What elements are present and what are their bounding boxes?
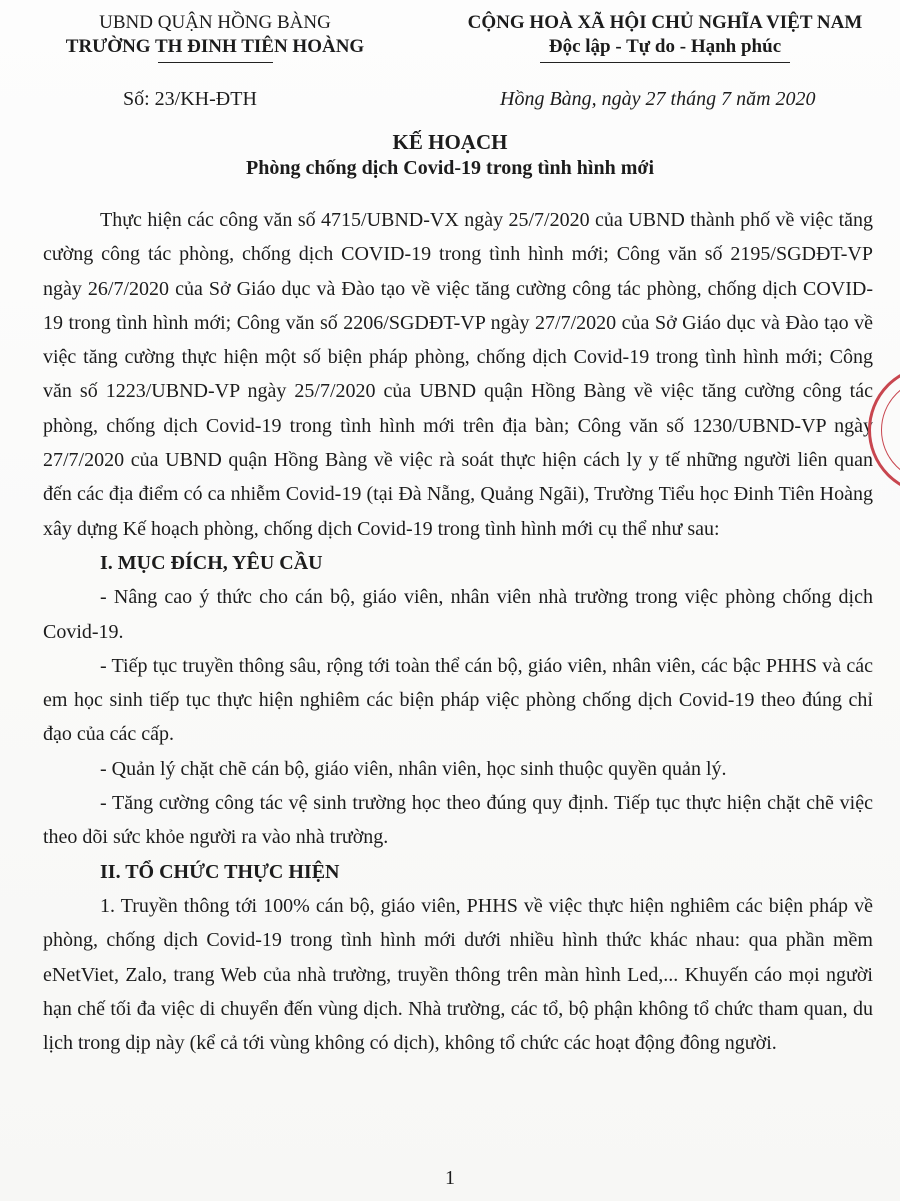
national-motto: Độc lập - Tự do - Hạnh phúc — [548, 36, 782, 57]
place-date: Hồng Bàng, ngày 27 tháng 7 năm 2020 — [500, 88, 816, 110]
section1-item: - Nâng cao ý thức cho cán bộ, giáo viên, nhân viên nhà trường trong việc phòng chống dịch Covid-19. — [43, 586, 873, 643]
section2-heading: II. TỔ CHỨC THỰC HIỆN — [100, 860, 340, 883]
motto-underline — [540, 62, 790, 63]
issuer-district: UBND QUẬN HỒNG BÀNG — [99, 12, 331, 33]
document-subtitle: Phòng chống dịch Covid-19 trong tình hình mới — [245, 157, 655, 179]
issuer-school: TRƯỜNG TH ĐINH TIÊN HOÀNG — [65, 36, 365, 57]
section1-item: - Tăng cường công tác vệ sinh trường học theo đúng quy định. Tiếp tục thực hiện chặt chẽ việc theo dõi sức khỏe người ra vào nhà trường. — [43, 792, 873, 849]
national-title: CỘNG HOÀ XÃ HỘI CHỦ NGHĨA VIỆT NAM — [467, 12, 863, 33]
document-title: KẾ HOẠCH — [392, 130, 508, 154]
section1-item: - Quản lý chặt chẽ cán bộ, giáo viên, nhân viên, học sinh thuộc quyền quản lý. — [100, 757, 727, 780]
issuer-underline — [158, 62, 273, 63]
national-header — [445, 11, 885, 59]
page-number: 1 — [445, 1167, 455, 1189]
seal-inner-ring — [881, 378, 900, 482]
section1-item: - Tiếp tục truyền thông sâu, rộng tới toàn thể cán bộ, giáo viên, nhân viên, các bậc PHHS và các em học sinh tiếp tục thực hiện nghiêm các biện pháp việc phòng chống dịch Covid-19 theo đúng chỉ đạo của các cấp. — [43, 654, 873, 746]
section2-item: 1. Truyền thông tới 100% cán bộ, giáo viên, PHHS về việc thực hiện nghiêm các biện pháp về phòng, chống dịch Covid-19 trong tình hình mới dưới nhiều hình thức khác nhau: qua phần mềm eNetViet, Zalo, trang Web của nhà trường, truyền thông trên màn hình Led,... Khuyến cáo mọi người hạn chế tối đa việc di chuyển đến vùng dịch. Nhà trường, các tổ, bộ phận không tổ chức tham quan, du lịch trong dịp này (kể cả tới vùng không có dịch), không tổ chức các hoạt động đông người. — [43, 894, 873, 1055]
section1-heading: I. MỤC ĐÍCH, YÊU CẦU — [100, 551, 323, 574]
intro-paragraph: Thực hiện các công văn số 4715/UBND-VX ngày 25/7/2020 của UBND thành phố về việc tăng cường công tác phòng, chống dịch COVID-19 trong tình hình mới; Công văn số 2195/SGDĐT-VP ngày 26/7/2020 của Sở Giáo dục và Đào tạo về việc tăng cường công tác phòng, chống dịch COVID-19 trong tình hình mới; Công văn số 2206/SGDĐT-VP ngày 27/7/2020 của Sở Giáo dục và Đào tạo về việc tăng cường thực hiện một số biện pháp phòng, chống dịch Covid-19 trong tình hình mới; Công văn số 1223/UBND-VP ngày 25/7/2020 của UBND quận Hồng Bàng về việc tăng cường công tác phòng, chống dịch Covid-19 trong tình hình mới trên địa bàn; Công văn số 1230/UBND-VP ngày 27/7/2020 của UBND quận Hồng Bàng về việc rà soát thực hiện cách ly y tế những người liên quan đến các địa điểm có ca nhiễm Covid-19 (tại Đà Nẵng, Quảng Ngãi), Trường Tiểu học Đinh Tiên Hoàng xây dựng Kế hoạch phòng, chống dịch Covid-19 trong tình hình mới cụ thể như sau: — [43, 209, 873, 540]
issuer-header — [50, 11, 380, 59]
document-number: Số: 23/KH-ĐTH — [123, 88, 257, 110]
document-body — [43, 203, 873, 1060]
